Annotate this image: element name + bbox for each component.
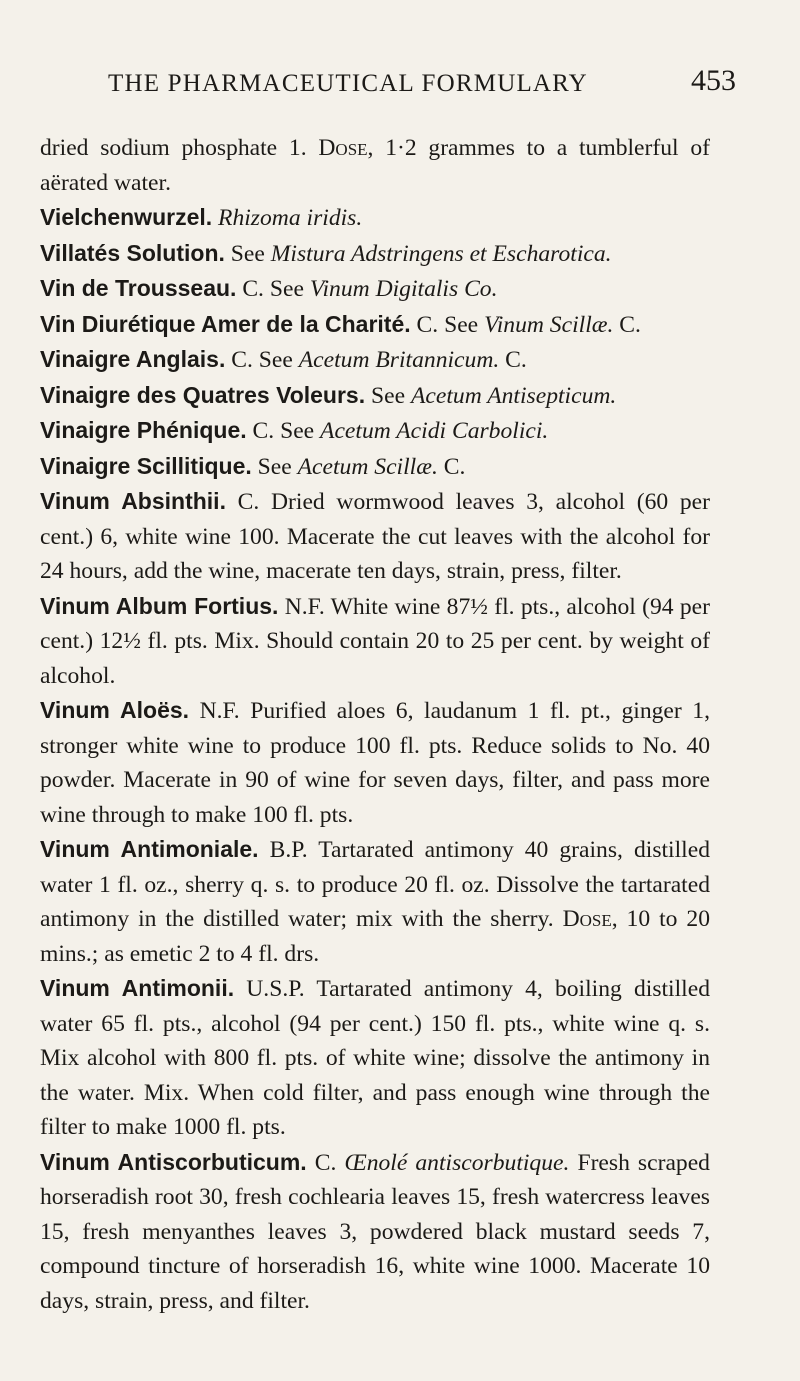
entry-headword: Vinum Album Fortius. — [40, 592, 279, 619]
entry-headword: Vinum Aloës. — [40, 697, 190, 723]
formulary-entries — [40, 131, 710, 1318]
entry-headword: Vinaigre Scillitique. — [40, 452, 252, 479]
entry-villates-solution: Villatés Solution. See Mistura Adstringens et Escharotica. — [40, 239, 612, 267]
entry-vinaigre-phenique: Vinaigre Phénique. C. See Acetum Acidi Carbolici. — [40, 417, 549, 444]
entry-headword: Vinum Absinthii. — [40, 488, 226, 514]
entry-headword: Vin Diurétique Amer de la Charité. — [40, 310, 411, 337]
page-number: 453 — [691, 64, 736, 97]
entry-headword: Vinaigre Phénique. — [40, 417, 247, 443]
entry-vin-diuretique: Vin Diurétique Amer de la Charité. C. See Vinum Scillæ. C. — [40, 310, 641, 338]
entry-vinum-album-fortius: Vinum Album Fortius. N.F. White wine 87½ fl. pts., alcohol (94 per cent.) 12½ fl. pts. Mix. Should contain 20 to 25 per cent. by weight of alcohol. — [40, 592, 710, 689]
cross-reference: Acetum Britannicum. — [298, 347, 500, 373]
entry-headword: Vinaigre Anglais. — [40, 346, 226, 372]
cross-reference: Acetum Scillæ. — [297, 453, 438, 480]
cross-reference: Vinum Scillæ. — [484, 311, 614, 338]
entry-vinum-antiscorbuticum: Vinum Antiscorbuticum. C. Œnolé antiscorbutique. Fresh scraped horseradish root 30, fresh cochlearia leaves 15, fresh watercress leaves 15, fresh menyanthes leaves 3, powdered black mustard seeds 7, compound tincture of horseradish 16, white wine 1000. Macerate 10 days, strain, press, and filter. — [40, 1148, 710, 1314]
entry-continuation: dried sodium phosphate 1. Dose, 1·2 grammes to a tumblerful of aërated water. — [40, 135, 711, 196]
cross-reference: Mistura Adstringens et Escharotica. — [270, 240, 612, 267]
entry-vinum-antimoniale: Vinum Antimoniale. B.P. Tartarated antimony 40 grains, distilled water 1 fl. oz., sherry q. s. to produce 20 fl. oz. Dissolve the tartarated antimony in the distilled water; mix with the sherry. Dose, 10 to 20 mins.; as emetic 2 to 4 fl. drs. — [40, 836, 710, 967]
entry-headword: Vin de Trousseau. — [40, 275, 237, 301]
entry-vinum-absinthii: Vinum Absinthii. C. Dried wormwood leaves 3, alcohol (60 per cent.) 6, white wine 100. Macerate the cut leaves with the alcohol for 24 hours, add the wine, macerate ten days, strain, press, filter. — [40, 488, 710, 584]
entry-vin-de-trousseau: Vin de Trousseau. C. See Vinum Digitalis Co. — [40, 275, 498, 302]
entry-headword: Vinum Antimoniale. — [40, 836, 259, 862]
entry-vinaigre-anglais: Vinaigre Anglais. C. See Acetum Britannicum. C. — [40, 346, 527, 373]
cross-reference: Œnolé antiscorbutique. — [344, 1149, 570, 1176]
dose-label: Dose — [562, 906, 612, 932]
entry-headword: Vinum Antimonii. — [40, 975, 235, 1001]
cross-reference: Rhizoma iridis. — [218, 205, 363, 231]
cross-reference: Vinum Digitalis Co. — [309, 276, 498, 302]
running-title: THE PHARMACEUTICAL FORMULARY — [108, 70, 588, 97]
entry-headword: Villatés Solution. — [40, 239, 225, 266]
entry-vinaigre-quatres-voleurs: Vinaigre des Quatres Voleurs. See Acetum Antisepticum. — [40, 381, 617, 409]
cross-reference: Acetum Acidi Carbolici. — [320, 418, 549, 444]
entry-headword: Vielchenwurzel. — [40, 204, 213, 230]
entry-vinaigre-scillitique: Vinaigre Scillitique. See Acetum Scillæ. C. — [40, 452, 466, 480]
dose-label: Dose — [318, 135, 368, 161]
entry-vinum-aloes: Vinum Aloës. N.F. Purified aloes 6, laudanum 1 fl. pt., ginger 1, stronger white wine to produce 100 fl. pts. Reduce solids to No. 40 powder. Macerate in 90 of wine for seven days, filter, and pass more wine through to make 100 fl. pts. — [40, 697, 710, 828]
entry-vinum-antimonii: Vinum Antimonii. U.S.P. Tartarated antimony 4, boiling distilled water 65 fl. pts., alcohol (94 per cent.) 150 fl. pts., white wine q. s. Mix alcohol with 800 fl. pts. of white wine; dissolve the antimony in the water. Mix. When cold filter, and pass enough wine through the filter to make 1000 fl. pts. — [40, 975, 710, 1140]
entry-headword: Vinum Antiscorbuticum. — [40, 1148, 307, 1175]
running-head — [62, 64, 736, 104]
entry-headword: Vinaigre des Quatres Voleurs. — [40, 381, 366, 408]
cross-reference: Acetum Antisepticum. — [411, 382, 617, 409]
entry-vielchenwurzel — [40, 200, 710, 236]
